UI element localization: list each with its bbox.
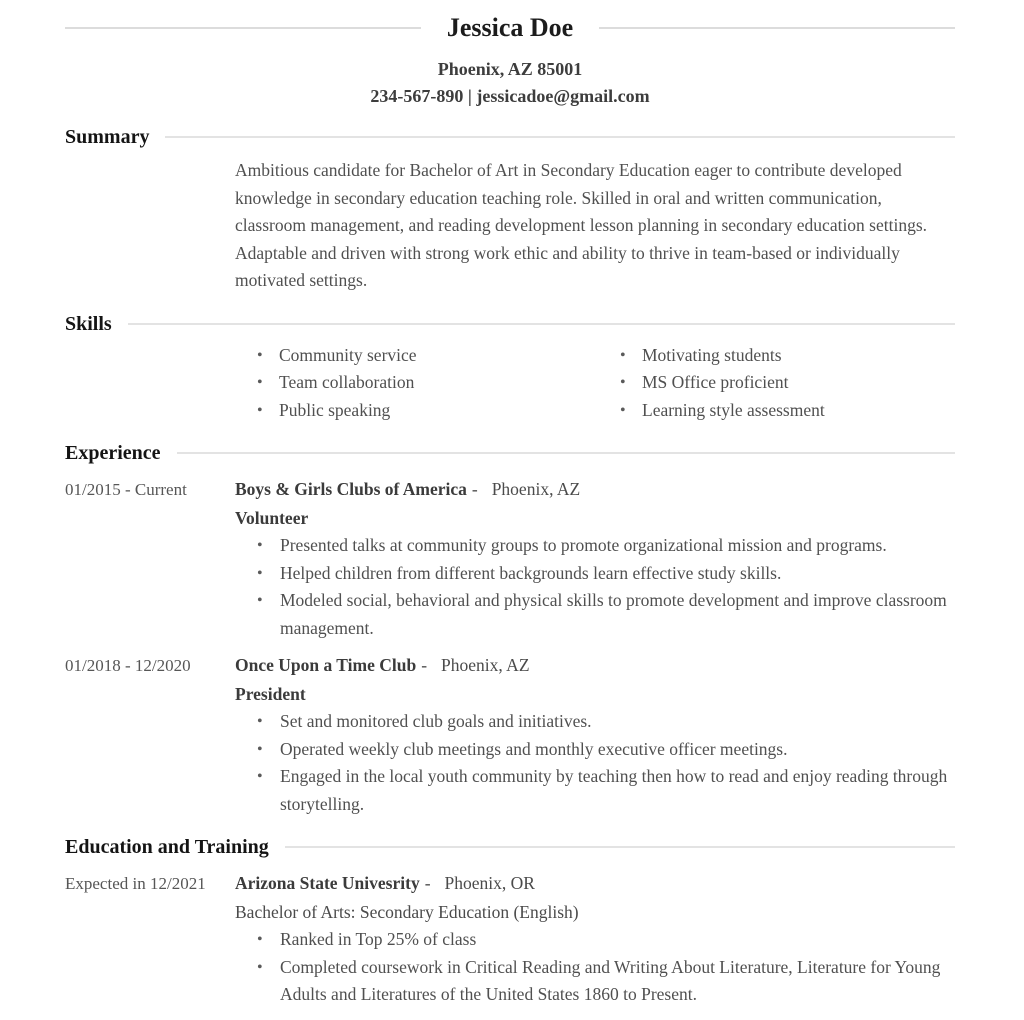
skill-item: • Motivating students [598, 342, 955, 370]
skill-item: • Community service [235, 342, 598, 370]
job-dates: 01/2018 - 12/2020 [65, 656, 191, 675]
skill-item: • Team collaboration [235, 369, 598, 397]
experience-divider [177, 452, 955, 454]
company-location-separator: - [421, 655, 428, 675]
job-bullet: • Set and monitored club goals and initiatives. [235, 708, 955, 736]
summary-title: Summary [65, 126, 150, 148]
education-header [235, 870, 955, 899]
job-bullet: • Presented talks at community groups to promote organizational mission and programs. [235, 532, 955, 560]
skills-title: Skills [65, 312, 112, 335]
school-location-separator: - [424, 873, 431, 893]
education-bullet-list [235, 926, 955, 1009]
skill-item: • Public speaking [235, 397, 598, 425]
job-bullet: • Operated weekly club meetings and monthly executive officer meetings. [235, 736, 955, 764]
job-header [235, 476, 955, 505]
education-bullet: • Ranked in Top 25% of class [235, 926, 955, 954]
experience-entry [65, 652, 955, 818]
contact-block [65, 57, 955, 108]
school-name: Arizona State Univesrity [235, 873, 420, 893]
experience-title: Experience [65, 442, 161, 464]
skill-item: • Learning style assessment [598, 397, 955, 425]
job-location: Phoenix, AZ [491, 479, 581, 499]
person-name: Jessica Doe [446, 13, 574, 42]
job-header [235, 652, 955, 681]
header-rule-right [599, 27, 955, 29]
job-location: Phoenix, AZ [441, 655, 530, 675]
job-bullet-list [235, 708, 955, 818]
job-bullet: • Engaged in the local youth community by teaching then how to read and enjoy reading through storytelling. [235, 763, 955, 818]
education-bullet: • Completed coursework in Critical Reading and Writing About Literature, Literature for Young Adults and Literatures of the United States 1860 to Present. [235, 954, 955, 1009]
job-dates: 01/2015 - Current [65, 480, 187, 499]
job-bullet: • Modeled social, behavioral and physical skills to promote development and improve classroom management. [235, 587, 955, 642]
name-row [65, 12, 955, 43]
resume-header [65, 12, 955, 108]
education-title: Education and Training [65, 836, 269, 858]
degree-line: Bachelor of Arts: Secondary Education (English) [235, 901, 579, 922]
skills-column-left [235, 342, 598, 425]
job-bullet: • Helped children from different backgrounds learn effective study skills. [235, 560, 955, 588]
experience-heading-row [65, 440, 955, 466]
job-bullet-list [235, 532, 955, 642]
section-education [65, 834, 955, 1009]
summary-heading-row [65, 124, 955, 150]
section-summary [65, 124, 955, 295]
summary-text: Ambitious candidate for Bachelor of Art in Secondary Education eager to contribute developed knowledge in secondary education teaching role. Skilled in oral and written communication, classroom management, and reading development lesson planning in secondary education settings. Adaptable and driven with strong work ethic and ability to thrive in team-based or individually motivated settings. [235, 160, 928, 290]
job-role: President [235, 683, 306, 704]
skill-item: • MS Office proficient [598, 369, 955, 397]
company-location-separator: - [471, 479, 478, 499]
skills-divider [128, 323, 955, 325]
education-divider [285, 846, 955, 848]
phone-email-line: 234-567-890 | jessicadoe@gmail.com [370, 86, 650, 106]
skills-column-right [598, 342, 955, 425]
education-entry [65, 870, 955, 1009]
education-heading-row [65, 834, 955, 860]
job-body [235, 476, 955, 642]
skills-columns [235, 342, 955, 425]
education-body [235, 870, 955, 1009]
summary-divider [165, 136, 955, 138]
company-name: Once Upon a Time Club [235, 655, 417, 675]
section-skills [65, 311, 955, 425]
school-location: Phoenix, OR [444, 873, 535, 893]
experience-entry [65, 476, 955, 642]
education-dates: Expected in 12/2021 [65, 874, 206, 893]
address-line: Phoenix, AZ 85001 [437, 59, 583, 79]
company-name: Boys & Girls Clubs of America [235, 479, 467, 499]
job-body [235, 652, 955, 818]
section-experience [65, 440, 955, 818]
skills-heading-row [65, 311, 955, 337]
job-role: Volunteer [235, 507, 309, 528]
header-rule-left [65, 27, 421, 29]
